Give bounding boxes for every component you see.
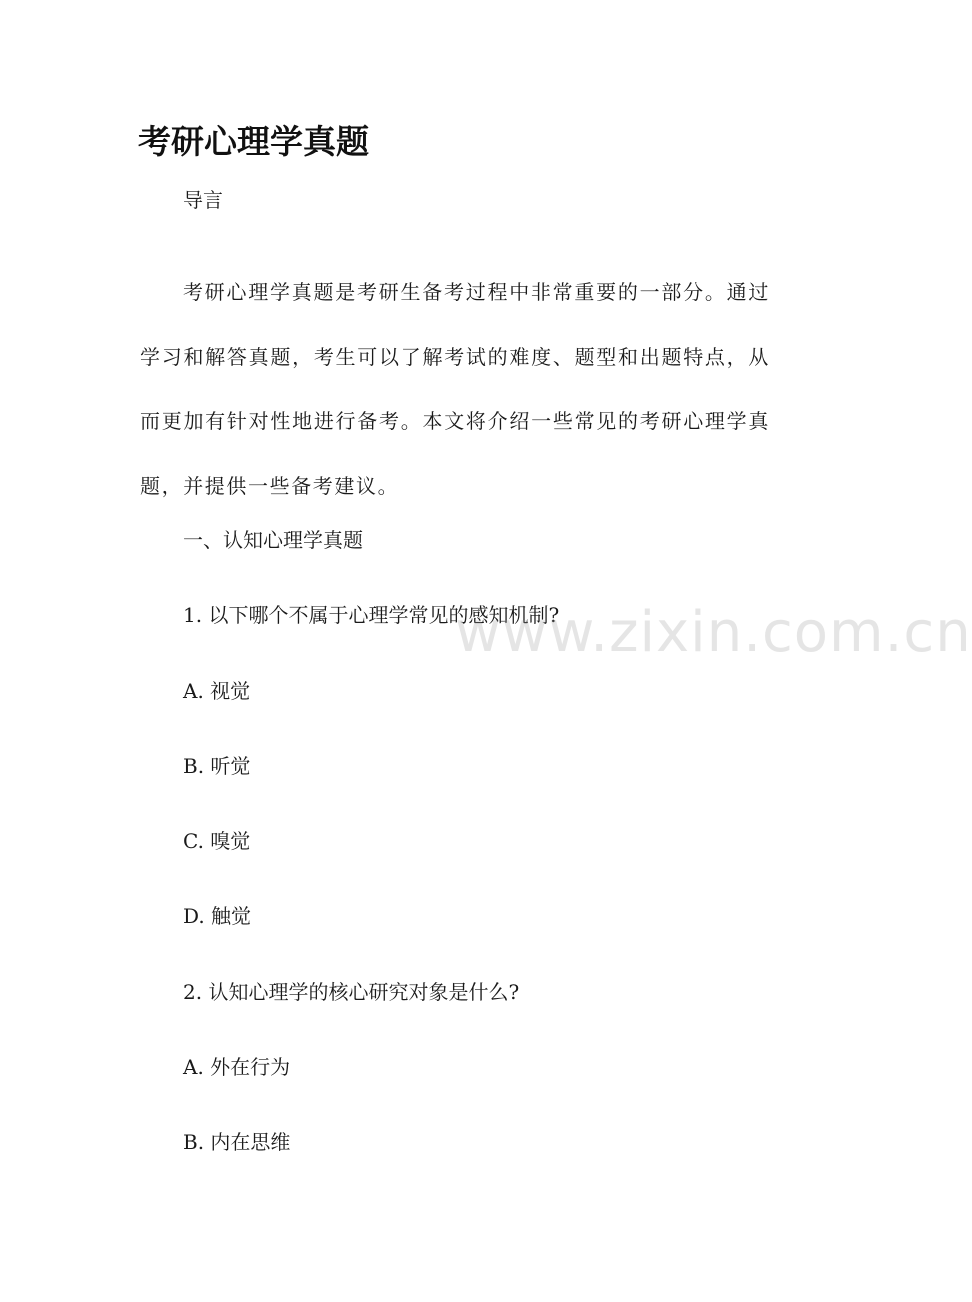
question-1-option-c: C. 嗅觉 (183, 829, 251, 853)
question-2-text: 2. 认知心理学的核心研究对象是什么? (183, 980, 520, 1004)
question-1-option-d: D. 触觉 (183, 904, 252, 928)
intro-heading: 导言 (183, 188, 223, 212)
section-heading: 一、认知心理学真题 (183, 528, 363, 552)
intro-paragraph: 考研心理学真题是考研生备考过程中非常重要的一部分。通过学习和解答真题，考生可以了解考试的难度、题型和出题特点，从而更加有针对性地进行备考。本文将介绍一些常见的考研心理学真题，并提供一些备考建议。 (140, 280, 770, 498)
question-2-option-b: B. 内在思维 (183, 1130, 291, 1154)
watermark: www.zixin.com.cn (455, 600, 972, 665)
document-title: 考研心理学真题 (138, 122, 369, 161)
question-2-option-a: A. 外在行为 (183, 1055, 291, 1079)
question-1-option-a: A. 视觉 (183, 679, 251, 703)
question-1-option-b: B. 听觉 (183, 754, 251, 778)
question-1-text: 1. 以下哪个不属于心理学常见的感知机制? (183, 603, 560, 627)
